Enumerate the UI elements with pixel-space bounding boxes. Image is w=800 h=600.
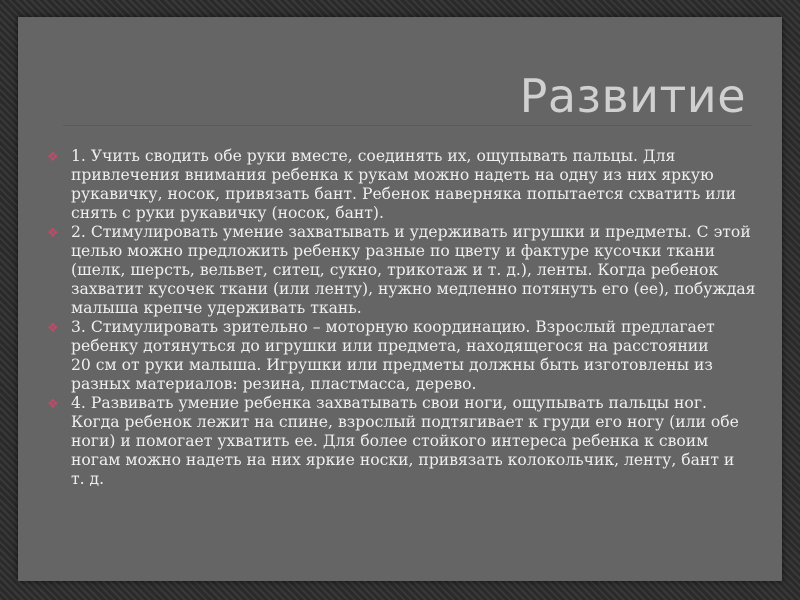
title-divider bbox=[63, 125, 752, 126]
bullet-item-4 bbox=[47, 394, 767, 489]
text-line: 20 см от руки малыша. Игрушки или предметы должны быть изготовлены из bbox=[71, 356, 713, 374]
slide-title: Развитие bbox=[519, 69, 746, 123]
text-line: 3. Стимулировать зрительно – моторную координацию. Взрослый предлагает bbox=[71, 318, 715, 336]
text-line: 4. Развивать умение ребенка захватывать свои ноги, ощупывать пальцы ног. bbox=[71, 394, 707, 412]
text-line: разных материалов: резина, пластмасса, дерево. bbox=[71, 375, 477, 393]
text-line: ногам можно надеть на них яркие носки, привязать колокольчик, ленту, бант и bbox=[71, 451, 735, 469]
bullet-item-3 bbox=[47, 318, 767, 394]
text-line: рукавичку, носок, привязать бант. Ребенок наверняка попытается схватить или bbox=[71, 185, 736, 203]
diamond-bullet-icon: ❖ bbox=[47, 321, 59, 336]
diamond-bullet-icon: ❖ bbox=[47, 150, 59, 165]
diamond-bullet-icon: ❖ bbox=[47, 226, 59, 241]
text-line: снять с руки рукавичку (носок, бант). bbox=[71, 204, 384, 222]
text-line: захватит кусочек ткани (или ленту), нужно медленно потянуть его (ее), побуждая bbox=[71, 280, 756, 298]
text-line: ребенку дотянуться до игрушки или предмета, находящегося на расстоянии bbox=[71, 337, 709, 355]
text-line: 1. Учить сводить обе руки вместе, соединять их, ощупывать пальцы. Для bbox=[71, 147, 676, 165]
bullet-list bbox=[47, 147, 767, 489]
diamond-bullet-icon: ❖ bbox=[47, 397, 59, 412]
text-line: Когда ребенок лежит на спине, взрослый подтягивает к груди его ногу (или обе bbox=[71, 413, 739, 431]
slide bbox=[18, 17, 782, 581]
text-line: ноги) и помогает ухватить ее. Для более стойкого интереса ребенка к своим bbox=[71, 432, 709, 450]
text-line: привлечения внимания ребенка к рукам можно надеть на одну из них яркую bbox=[71, 166, 714, 184]
text-line: т. д. bbox=[71, 470, 105, 488]
text-line: (шелк, шерсть, вельвет, ситец, сукно, трикотаж и т. д.), ленты. Когда ребенок bbox=[71, 261, 719, 279]
text-line: малыша крепче удерживать ткань. bbox=[71, 299, 362, 317]
bullet-item-1 bbox=[47, 147, 767, 223]
text-line: 2. Стимулировать умение захватывать и удерживать игрушки и предметы. С этой bbox=[71, 223, 751, 241]
text-line: целью можно предложить ребенку разные по цвету и фактуре кусочки ткани bbox=[71, 242, 715, 260]
bullet-item-2 bbox=[47, 223, 767, 318]
